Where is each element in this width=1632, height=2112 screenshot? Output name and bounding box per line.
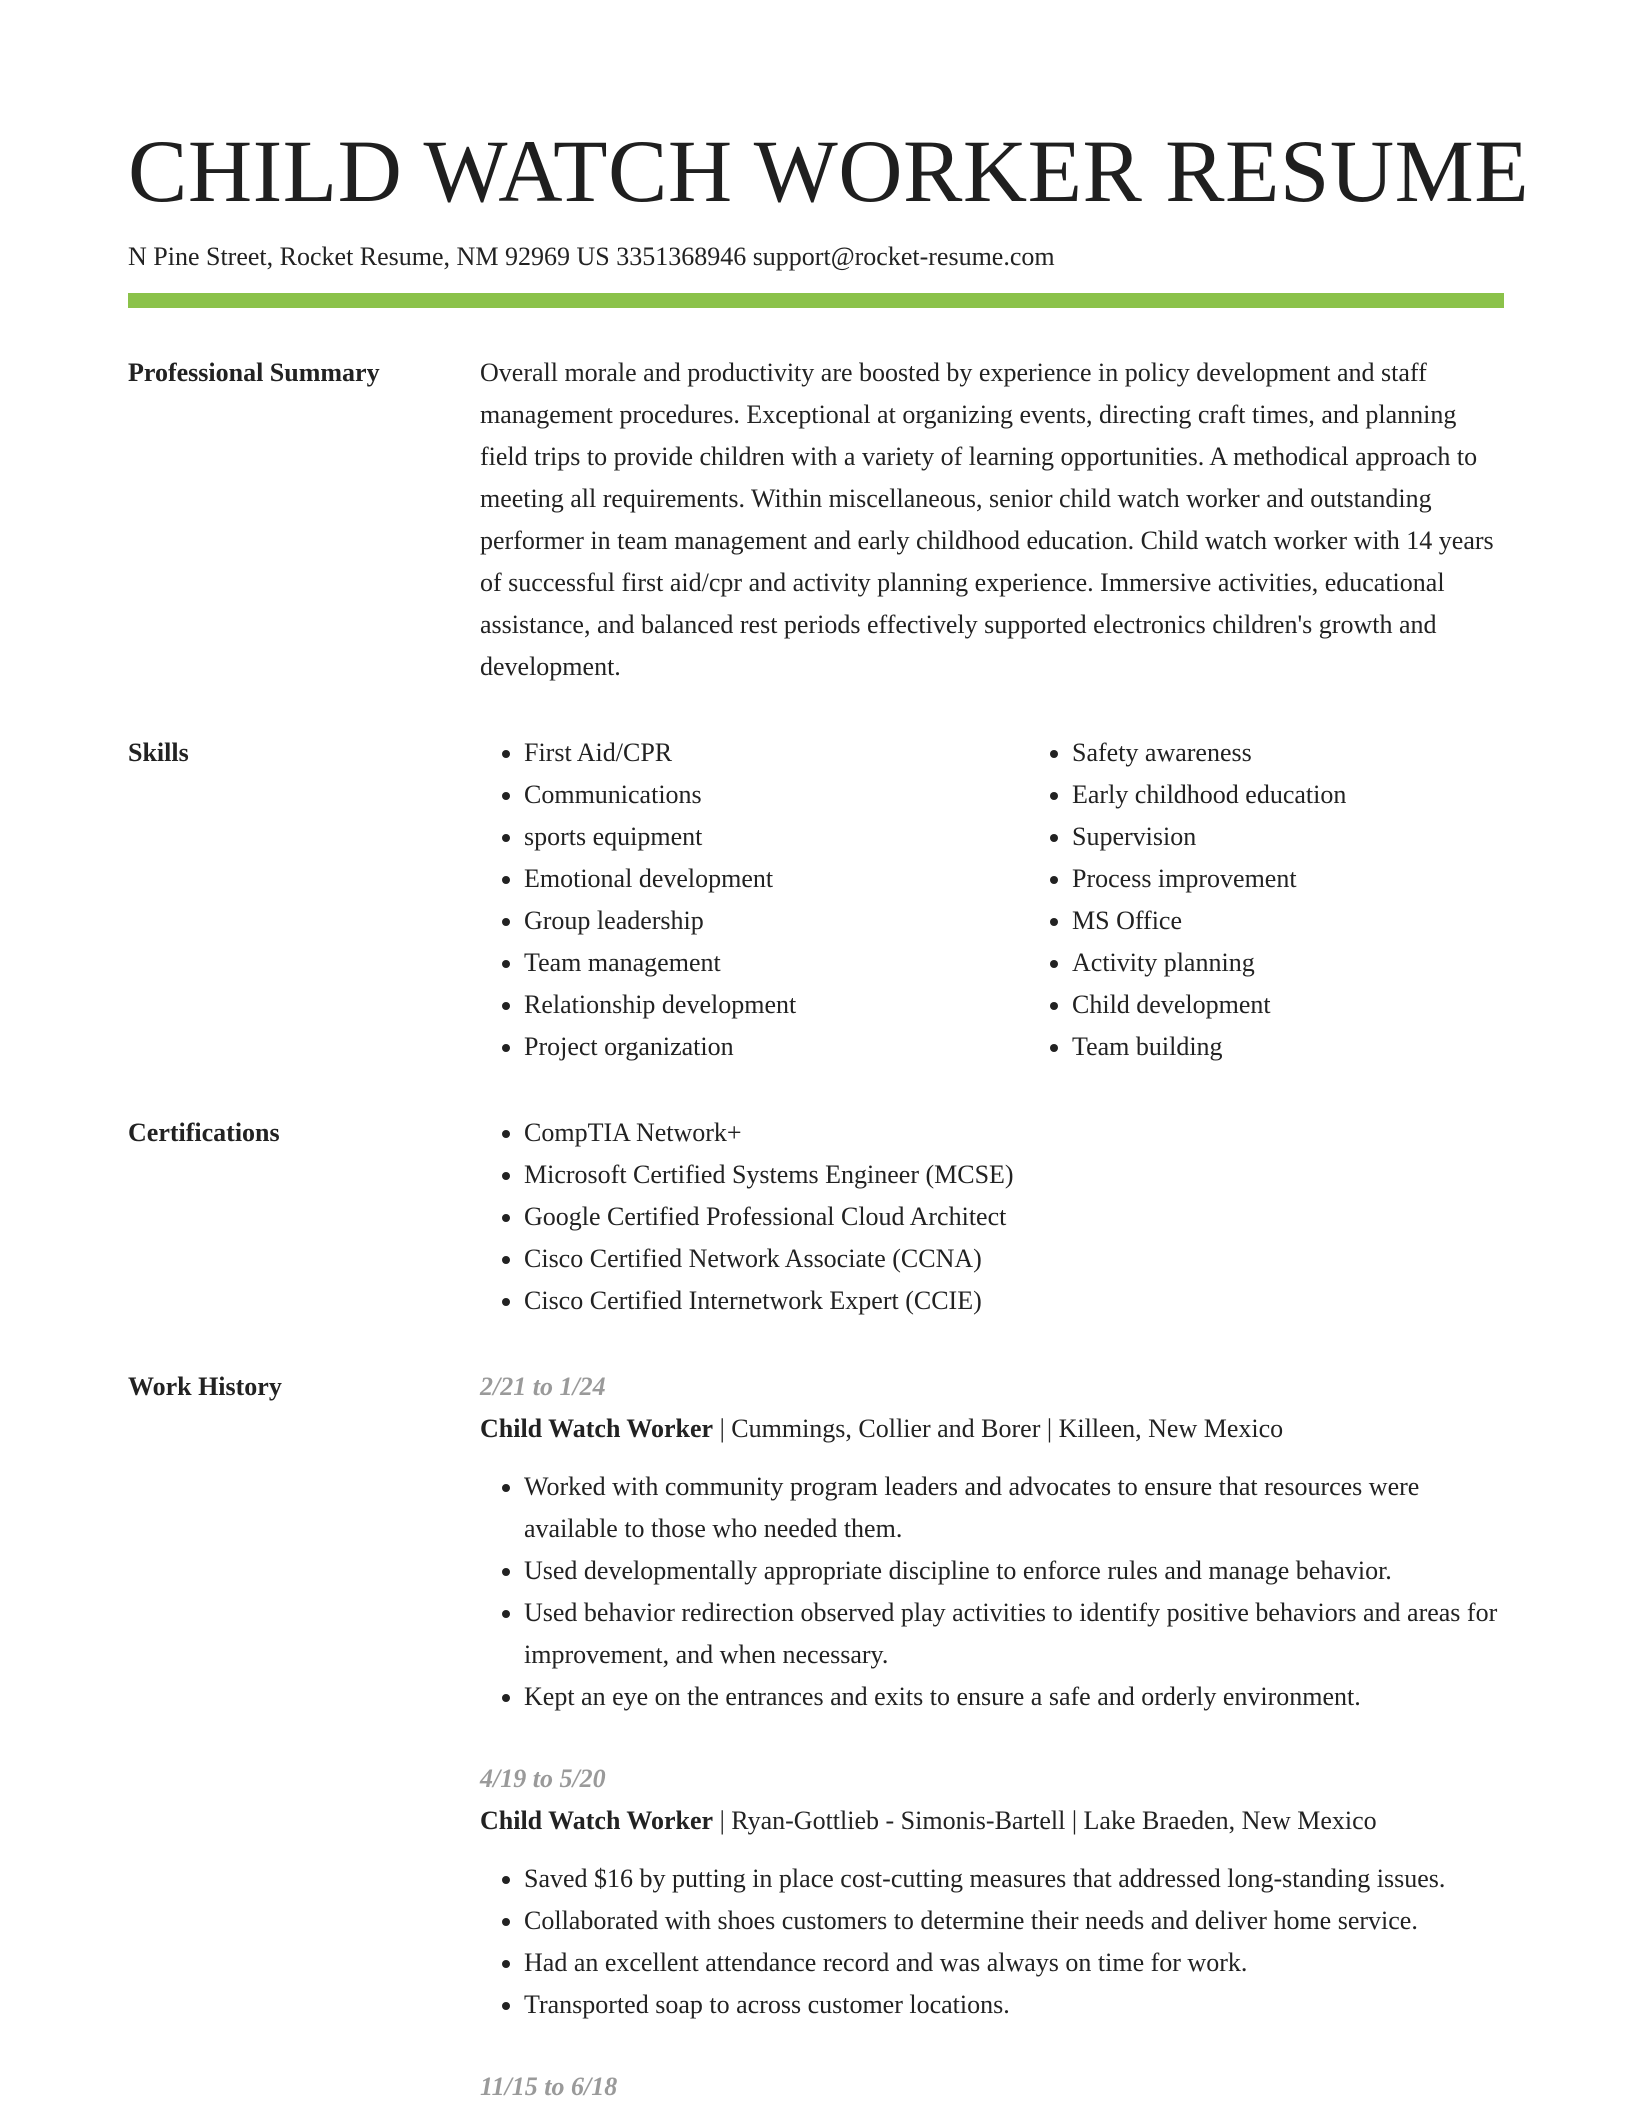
skill-item: • Project organization	[524, 1026, 1028, 1068]
job-bullet: • Kept an eye on the entrances and exits to ensure a safe and orderly environment.	[524, 1676, 1504, 1718]
contact-phone: 3351368946	[616, 242, 747, 271]
skill-item: • sports equipment	[524, 816, 1028, 858]
work-history-section	[128, 1372, 1504, 2108]
job-title: Child Watch Worker	[480, 1806, 714, 1835]
job-bullet: • Used behavior redirection observed play activities to identify positive behaviors and areas for improvement, and when necessary.	[524, 1592, 1504, 1676]
skill-item: • Team building	[1072, 1026, 1576, 1068]
skills-list-right	[1028, 732, 1576, 1068]
certification-item: • Cisco Certified Internetwork Expert (CCIE)	[524, 1280, 1504, 1322]
skill-item: • MS Office	[1072, 900, 1576, 942]
certification-item: • Google Certified Professional Cloud Architect	[524, 1196, 1504, 1238]
job-location: Killeen, New Mexico	[1058, 1414, 1284, 1443]
header-divider	[128, 293, 1504, 308]
job-location: Lake Braeden, New Mexico	[1083, 1806, 1377, 1835]
section-title-skills: Skills	[128, 738, 189, 767]
section-title-certifications: Certifications	[128, 1118, 280, 1147]
certifications-body	[480, 1112, 1504, 1322]
skill-item: • Communications	[524, 774, 1028, 816]
certification-item: • Microsoft Certified Systems Engineer (MCSE)	[524, 1154, 1504, 1196]
certification-item: • Cisco Certified Network Associate (CCNA)	[524, 1238, 1504, 1280]
job-heading: Child Watch Worker | Cummings, Collier and Borer | Killeen, New Mexico	[480, 1414, 1284, 1443]
job-company: Ryan-Gottlieb - Simonis-Bartell	[731, 1806, 1066, 1835]
job-bullet: • Worked with community program leaders and advocates to ensure that resources were available to those who needed them.	[524, 1466, 1504, 1550]
skills-body	[480, 732, 1576, 1068]
job-dates: 4/19 to 5/20	[480, 1764, 606, 1793]
work-history-body	[480, 1366, 1504, 2108]
skill-item: • Early childhood education	[1072, 774, 1576, 816]
job-title: Child Watch Worker	[480, 1414, 714, 1443]
section-title-work-history: Work History	[128, 1372, 282, 1401]
skill-item: • Process improvement	[1072, 858, 1576, 900]
resume-page	[128, 118, 1530, 2108]
skill-item: • Activity planning	[1072, 942, 1576, 984]
job-entry	[480, 1758, 1504, 2026]
certifications-list	[480, 1112, 1504, 1322]
job-bullets	[480, 1466, 1504, 1718]
job-entry	[480, 1366, 1504, 1718]
job-entry	[480, 2066, 1504, 2108]
job-bullets	[480, 1858, 1504, 2026]
job-dates: 11/15 to 6/18	[480, 2072, 618, 2101]
contact-line	[128, 239, 1504, 275]
contact-address: N Pine Street, Rocket Resume, NM 92969 US	[128, 242, 610, 271]
summary-text: Overall morale and productivity are boosted by experience in policy development and staff management procedures. Exceptional at organizing events, directing craft times, and planning field trips to provide children with a variety of learning opportunities. A methodical approach to meeting all requirements. Within miscellaneous, senior child watch worker and outstanding performer in team management and early childhood education. Child watch worker with 14 years of successful first aid/cpr and activity planning experience. Immersive activities, educational assistance, and balanced rest periods effectively supported electronics children's growth and development.	[480, 358, 1494, 681]
skills-grid	[480, 732, 1576, 1068]
certifications-section	[128, 1118, 1504, 1322]
job-dates: 2/21 to 1/24	[480, 1372, 606, 1401]
skill-item: • Relationship development	[524, 984, 1028, 1026]
job-bullet: • Used developmentally appropriate discipline to enforce rules and manage behavior.	[524, 1550, 1504, 1592]
job-bullet: • Saved $16 by putting in place cost-cutting measures that addressed long-standing issues.	[524, 1858, 1504, 1900]
job-bullet: • Transported soap to across customer locations.	[524, 1984, 1504, 2026]
job-company: Cummings, Collier and Borer	[731, 1414, 1041, 1443]
summary-section	[128, 358, 1504, 688]
skill-item: • Group leadership	[524, 900, 1028, 942]
skill-item: • Team management	[524, 942, 1028, 984]
job-heading: Child Watch Worker | Ryan-Gottlieb - Simonis-Bartell | Lake Braeden, New Mexico	[480, 1806, 1377, 1835]
contact-email[interactable]: support@rocket-resume.com	[752, 242, 1055, 271]
skill-item: • First Aid/CPR	[524, 732, 1028, 774]
resume-title: CHILD WATCH WORKER RESUME	[128, 123, 1530, 221]
skill-item: • Emotional development	[524, 858, 1028, 900]
certification-item: • CompTIA Network+	[524, 1112, 1504, 1154]
job-bullet: • Collaborated with shoes customers to determine their needs and deliver home service.	[524, 1900, 1504, 1942]
skills-section	[128, 738, 1504, 1068]
job-bullet: • Had an excellent attendance record and was always on time for work.	[524, 1942, 1504, 1984]
skill-item: • Safety awareness	[1072, 732, 1576, 774]
section-title-summary: Professional Summary	[128, 358, 380, 387]
skill-item: • Supervision	[1072, 816, 1576, 858]
skill-item: • Child development	[1072, 984, 1576, 1026]
skills-list-left	[480, 732, 1028, 1068]
summary-body	[480, 352, 1504, 688]
